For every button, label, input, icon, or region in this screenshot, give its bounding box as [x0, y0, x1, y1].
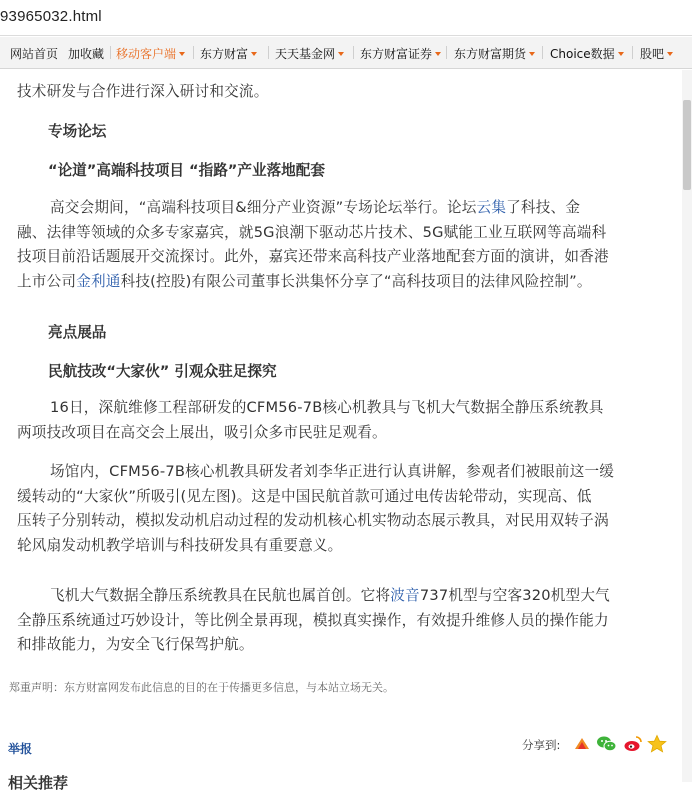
nav-fund-label: 天天基金网 — [275, 47, 336, 61]
nav-divider — [632, 46, 633, 59]
paragraph-text: 上市公司 — [17, 272, 77, 290]
paragraph-text: 了科技、金 — [506, 199, 581, 216]
nav-divider — [446, 46, 447, 59]
nav-securities[interactable] — [360, 45, 441, 62]
paragraph-line: 轮风扇发动机教学培训与科技研发具有重要意义。 — [17, 536, 343, 554]
url-text[interactable]: 93965032.html — [0, 8, 102, 25]
nav-choice-label: Choice数据 — [550, 47, 615, 61]
paragraph-line: 压转子分别转动，模拟发动机启动过程的发动机核心机实物动态展示教具，对民用双转子涡 — [17, 512, 609, 530]
nav-mobile-client[interactable] — [116, 45, 185, 62]
paragraph-text: 高交会期间，“高端科技项目&细分产业资源”专场论坛举行。论坛 — [50, 199, 477, 216]
nav-home[interactable] — [10, 45, 58, 62]
disclaimer-text: 郑重声明：东方财富网发布此信息的目的在于传播更多信息，与本站立场无关。 — [9, 681, 394, 694]
paragraph-line: 技项目前沿话题展开交流探讨。此外，嘉宾还带来高科技产业落地配套方面的演讲，如香港 — [17, 248, 609, 266]
share-label: 分享到: — [522, 738, 561, 752]
nav-home-label: 网站首页 — [10, 47, 59, 61]
address-bar[interactable] — [0, 0, 692, 36]
share-bar — [522, 734, 682, 754]
paragraph-line: 缓转动的“大家伙”所吸引(见左图)。这是中国民航首款可通过电传齿轮带动，实现高、低 — [17, 487, 592, 505]
paragraph-line — [17, 584, 659, 609]
weibo-icon[interactable] — [623, 734, 643, 754]
paragraph-line: 融、法律等领域的众多专家嘉宾，就5G浪潮下驱动芯片技术、5G赋能工业互联网等高端科 — [17, 223, 607, 241]
paragraph-line: 16日，深航维修工程部研发的CFM56-7B核心机教具与飞机大气数据全静压系统教具 — [50, 399, 604, 416]
wechat-icon[interactable] — [596, 734, 616, 754]
paragraph-line: 场馆内，CFM56-7B核心机教具研发者刘李华正进行认真讲解，参观者们被眼前这一缓 — [50, 463, 615, 480]
article-paragraph — [17, 196, 659, 294]
nav-guba-label: 股吧 — [640, 47, 665, 61]
sub-heading: 民航技改“大家伙” 引观众驻足探究 — [48, 363, 277, 380]
nav-divider — [193, 46, 194, 59]
top-nav-bar — [0, 37, 692, 69]
keyword-link[interactable]: 云集 — [476, 199, 507, 216]
nav-bookmark-label: 加收藏 — [68, 47, 105, 61]
nav-divider — [542, 46, 543, 59]
nav-fund[interactable] — [275, 45, 344, 62]
paragraph-text: 技术研发与合作进行深入研讨和交流。 — [17, 83, 269, 100]
nav-bookmark[interactable] — [68, 45, 104, 62]
nav-mobile-client-label: 移动客户端 — [116, 47, 177, 61]
report-link[interactable]: 举报 — [8, 742, 33, 756]
paragraph-line: 和排故能力，为安全飞行保驾护航。 — [17, 636, 254, 654]
section-heading: 亮点展品 — [48, 324, 107, 341]
paragraph-text: 飞机大气数据全静压系统教具在民航也属首创。它将 — [50, 587, 391, 604]
article-paragraph — [17, 460, 659, 558]
paragraph-text: 科技(控股)有限公司董事长洪集怀分享了“高科技项目的法律风险控制”。 — [120, 272, 592, 290]
chevron-down-icon — [251, 52, 257, 56]
chevron-down-icon — [618, 52, 624, 56]
paragraph-line — [17, 270, 659, 295]
chevron-down-icon — [338, 52, 344, 56]
keyword-link[interactable]: 波音 — [390, 587, 420, 604]
nav-futures[interactable] — [454, 45, 535, 62]
scrollbar-thumb[interactable] — [683, 100, 691, 190]
paragraph-line: 全静压系统通过巧妙设计，等比例全景再现，模拟真实操作，有效提升维修人员的操作能力 — [17, 611, 609, 629]
chevron-down-icon — [667, 52, 673, 56]
article-paragraph — [17, 396, 659, 445]
chevron-down-icon — [435, 52, 441, 56]
nav-guba[interactable] — [640, 45, 673, 62]
nav-divider — [110, 46, 111, 59]
article-paragraph — [17, 584, 659, 658]
sub-heading: “论道”高端科技项目 “指路”产业落地配套 — [48, 162, 325, 179]
chevron-down-icon — [529, 52, 535, 56]
nav-eastmoney[interactable] — [200, 45, 257, 62]
nav-divider — [268, 46, 269, 59]
article-paragraph — [17, 80, 659, 105]
weibo-tencent-icon[interactable] — [572, 734, 592, 754]
paragraph-text: 737机型与空客320机型大气 — [419, 587, 610, 604]
section-heading: 专场论坛 — [48, 123, 107, 140]
related-title: 相关推荐 — [8, 774, 69, 792]
nav-futures-label: 东方财富期货 — [454, 47, 527, 61]
chevron-down-icon — [179, 52, 185, 56]
paragraph-line — [17, 196, 659, 221]
page-scrollbar[interactable] — [682, 70, 692, 782]
nav-divider — [353, 46, 354, 59]
star-icon[interactable] — [647, 734, 667, 754]
nav-securities-label: 东方财富证券 — [360, 47, 433, 61]
nav-choice[interactable] — [550, 45, 624, 62]
nav-eastmoney-label: 东方财富 — [200, 47, 249, 61]
paragraph-line: 两项技改项目在高交会上展出，吸引众多市民驻足观看。 — [17, 423, 387, 441]
keyword-link[interactable]: 金利通 — [76, 272, 121, 290]
